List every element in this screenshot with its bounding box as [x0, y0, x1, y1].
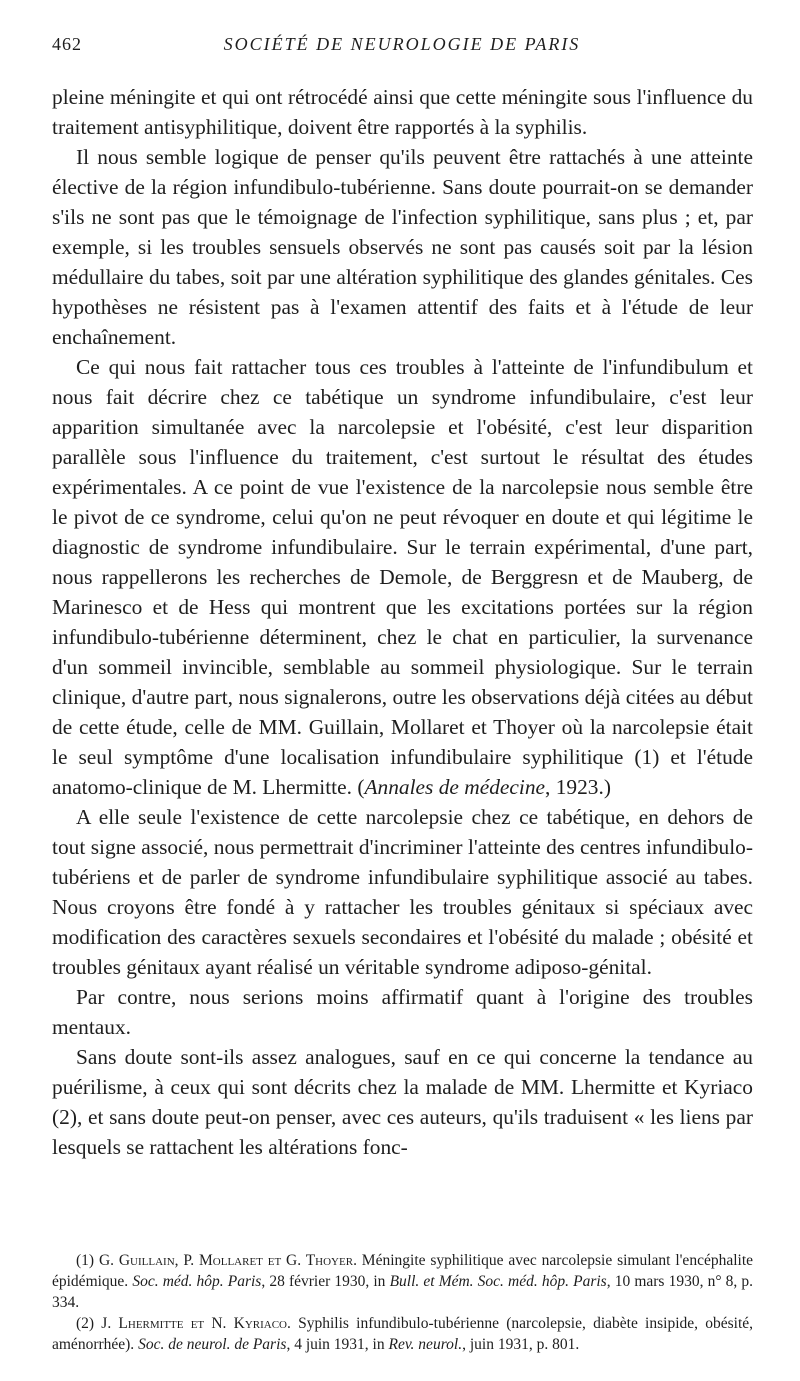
- paragraph-2: Il nous semble logique de penser qu'ils peuvent être rattachés à une atteinte élective de la région infundibulo-tubérienne. Sans doute pourrait-on se demander s'ils ne sont pas que le témoignage de l'infection syphilitique, sans plus ; et, par exemple, si les troubles sensuels observés ne sont pas causés soit par la lésion médullaire du tabes, soit par une altération syphilitique des glandes génitales. Ces hypothèses ne résistent pas à l'examen attentif des faits et à l'étude de leur enchaînement.: [52, 145, 753, 349]
- journal-citation: Annales de médecine: [364, 775, 546, 799]
- paragraph-3-end: , 1923.): [545, 775, 611, 799]
- footnote-2-date: , 4 juin 1931, in: [286, 1336, 389, 1353]
- footnote-2-review: Rev. neurol.: [388, 1336, 463, 1353]
- footnotes: [52, 1250, 753, 1355]
- footnote-2-ref: , juin 1931, p. 801.: [462, 1336, 580, 1353]
- footnote-2: [52, 1313, 753, 1355]
- footnote-1-ref: , 10 mars 1930, n° 8, p. 334.: [52, 1273, 754, 1311]
- running-head: SOCIÉTÉ DE NEUROLOGIE DE PARIS: [223, 34, 581, 54]
- paragraph-6: Sans doute sont-ils assez analogues, sauf en ce qui concerne la tendance au puérilisme, à ceux qui sont décrits chez la malade de MM. Lhermitte et Kyriaco (2), et sans doute peut-on penser, avec ces auteurs, qu'ils traduisent « les liens par lesquels se rattachent les altérations fonc-: [52, 1045, 753, 1159]
- page-number: 462: [52, 34, 82, 54]
- footnote-2-authors: J. Lhermitte et N. Kyriaco: [101, 1315, 288, 1332]
- paragraph-1: pleine méningite et qui ont rétrocédé ainsi que cette méningite sous l'influence du traitement antisyphilitique, doivent être rapportés à la syphilis.: [52, 85, 753, 139]
- footnote-2-number: (2): [76, 1315, 102, 1332]
- footnote-1-date: , 28 février 1930, in: [261, 1273, 390, 1290]
- paragraph-3: [52, 352, 753, 802]
- footnote-1-authors: G. Guillain, P. Mollaret et G. Thoyer: [98, 1252, 354, 1269]
- paragraph-5: Par contre, nous serions moins affirmatif quant à l'origine des troubles mentaux.: [52, 985, 753, 1039]
- page-header: [52, 34, 752, 58]
- footnote-2-title: . Syphilis infundibulo-tubérienne (narcolepsie, diabète insipide, obésité, aménorrhée).: [52, 1315, 754, 1353]
- footnote-2-journal: Soc. de neurol. de Paris: [138, 1336, 287, 1353]
- footnote-1-number: (1): [76, 1252, 99, 1269]
- paragraph-4: A elle seule l'existence de cette narcolepsie chez ce tabétique, en dehors de tout signe associé, nous permettrait d'incriminer l'atteinte des centres infundibulo-tubériens et de parler de syndrome infundibulaire syphilitique associé au tabes. Nous croyons être fondé à y rattacher les troubles génitaux si spéciaux avec modification des caractères sexuels secondaires et l'obésité du malade ; obésité et troubles génitaux ayant réalisé un véritable syndrome adiposo-génital.: [52, 805, 753, 979]
- paragraph-3-text: Ce qui nous fait rattacher tous ces troubles à l'atteinte de l'infundibulum et nous fait décrire chez ce tabétique un syndrome infundibulaire, c'est leur apparition simultanée avec la narcolepsie et l'obésité, c'est leur disparition parallèle sous l'influence du traitement, c'est surtout le résultat des études expérimentales. A ce point de vue l'existence de la narcolepsie nous semble être le pivot de ce syndrome, celui qu'on ne peut révoquer en doute et qui légitime le diagnostic de syndrome infundibulaire. Sur le terrain expérimental, d'une part, nous rappellerons les recherches de Demole, de Berggresn et de Mauberg, de Marinesco et de Hess qui montrent que les excitations portées sur la région infundibulo-tubérienne déterminent, chez le chat en particulier, la survenance d'un sommeil invincible, semblable au sommeil physiologique. Sur le terrain clinique, d'autre part, nous signalerons, outre les observations déjà citées au début de cette étude, celle de MM. Guillain, Mollaret et Thoyer où la narcolepsie était le seul symptôme d'une localisation infundibulaire syphilitique (1) et l'étude anatomo-clinique de M. Lhermitte. (: [52, 355, 753, 799]
- footnote-1-title: . Méningite syphilitique avec narcolepsie simulant l'encéphalite épidémique.: [52, 1252, 754, 1290]
- footnote-1-journal: Soc. méd. hôp. Paris: [132, 1273, 262, 1290]
- footnote-1: [52, 1250, 753, 1313]
- article-body: [52, 82, 753, 1162]
- footnote-1-bulletin: Bull. et Mém. Soc. méd. hôp. Paris: [389, 1273, 607, 1290]
